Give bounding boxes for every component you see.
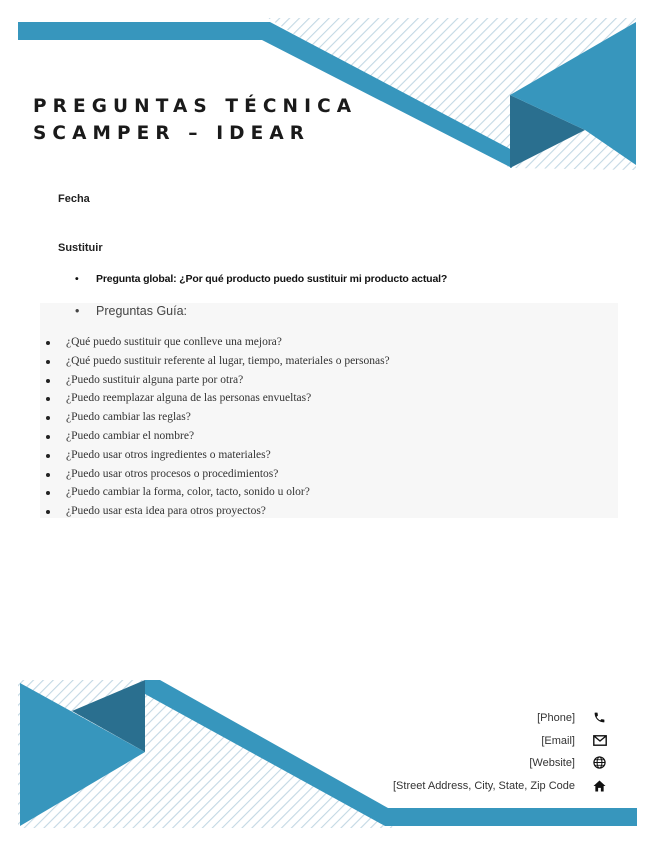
document-title [33,93,357,147]
bullet-icon: • [75,304,80,318]
phone-icon [592,710,607,725]
guide-label [75,304,187,318]
list-item: ¿Puedo cambiar el nombre? [44,427,390,446]
contact-email [541,733,607,748]
list-item: ¿Qué puedo sustituir que conlleve una mejora? [44,333,390,352]
envelope-icon [592,733,607,748]
title-line-1: PREGUNTAS TÉCNICA [33,96,358,117]
address-text: [Street Address, City, State, Zip Code [393,779,575,792]
guide-question-list [44,333,390,521]
list-item: ¿Qué puedo sustituir referente al lugar, tiempo, materiales o personas? [44,352,390,371]
date-label: Fecha [58,193,90,205]
list-item: ¿Puedo usar otros procesos o procedimientos? [44,465,390,484]
section-heading: Sustituir [58,242,103,254]
list-item: ¿Puedo cambiar las reglas? [44,408,390,427]
list-item: ¿Puedo usar esta idea para otros proyectos? [44,502,390,521]
list-item: ¿Puedo cambiar la forma, color, tacto, sonido u olor? [44,483,390,502]
home-icon [592,778,607,793]
contact-website [529,755,607,770]
global-question-text: Pregunta global: ¿Por qué producto puedo sustituir mi producto actual? [96,273,448,285]
globe-icon [592,755,607,770]
phone-text: [Phone] [537,711,575,724]
guide-label-text: Preguntas Guía: [96,304,188,318]
website-text: [Website] [529,756,575,769]
contact-address [393,778,607,793]
list-item: ¿Puedo reemplazar alguna de las personas envueltas? [44,389,390,408]
global-question [75,273,615,285]
list-item: ¿Puedo sustituir alguna parte por otra? [44,371,390,390]
list-item: ¿Puedo usar otros ingredientes o materiales? [44,446,390,465]
bullet-icon: • [75,273,79,285]
title-line-2: SCAMPER – IDEAR [33,123,311,144]
email-text: [Email] [541,734,575,747]
contact-phone [537,710,607,725]
